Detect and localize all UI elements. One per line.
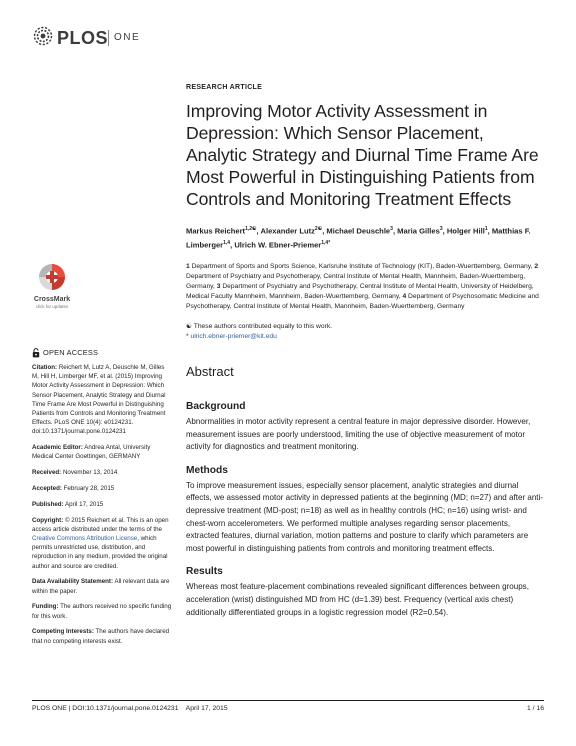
- received-block: [32, 468, 172, 477]
- crossmark-label: CrossMark: [33, 296, 71, 303]
- received-date: November 13, 2014: [62, 469, 118, 477]
- footer-citation: PLOS ONE | DOI:10.1371/journal.pone.0124231 April 17, 2015: [32, 705, 228, 712]
- background-text: Abnormalities in motor activity represent a central feature in major depressive disorder. However, measurement issues are poorly understood, limiting the use of objective measurement of motor activity for diagnostics and treatment monitoring.: [186, 417, 531, 452]
- editor-text: Andrea Antal, University Medical Center Goettingen, GERMANY: [32, 444, 151, 461]
- journal-word: PLOS: [57, 28, 109, 48]
- methods-heading: Methods: [186, 464, 228, 476]
- author-name: Markus Reichert: [186, 227, 246, 236]
- open-access-row: [32, 348, 172, 358]
- funding-block: [32, 602, 172, 620]
- data-availability-text: All relevant data are within the paper.: [32, 578, 170, 595]
- data-availability-block: [32, 577, 172, 595]
- journal-sub: ONE: [114, 32, 141, 43]
- article-main: [186, 84, 544, 619]
- open-access-lock-icon: [32, 348, 40, 358]
- background-heading: Background: [186, 401, 246, 412]
- affiliation-number: 3: [216, 282, 221, 290]
- author-name: Maria Gilles: [397, 227, 440, 236]
- accepted-block: [32, 484, 172, 493]
- copyright-label: Copyright:: [32, 516, 64, 524]
- affiliation-number: 1: [186, 262, 190, 270]
- author-list: Markus Reichert$^{1,2☯}$, Alexander Lutz$^{2☯}$, Michael Deuschle$^3$, Maria Gilles$^3$, Holger Hill$^1$, Matthias F. Limberger$^{1,4}$, Ulrich W. Ebner-Priemer$^{1,4*}$: [186, 226, 531, 250]
- corresponding-mark: *: [186, 332, 189, 340]
- author-affiliation-sup: 3: [439, 226, 443, 233]
- published-block: [32, 500, 172, 509]
- copyright-text-1: © 2015 Reichert et al. This is an open access article distributed under the terms of the: [32, 516, 169, 533]
- methods-text: To improve measurement issues, especially sensor placement, analytic strategies and diurnal effects, we assessed motor activity in depressed patients at the beginning (MD; n=27) and after anti-depressive treatment (MD-post; n=18) as well as in healthy controls (HC; n=16) using wrist- and chest-worn accelerometers. We performed multiple analyses regarding sensor placements, extracted features, diurnal variation, motion patterns and posture to clarify which parameters are most powerful in distinguishing patients from controls and monitoring treatment effects.: [186, 480, 544, 553]
- author-name: Holger Hill: [446, 227, 485, 236]
- footer-rule: [32, 700, 544, 701]
- accepted-label: Accepted:: [32, 485, 62, 493]
- affiliation-text: Department of Psychosomatic Medicine and Psychotherapy, Central Institute of Mental Health, Mannheim, Baden-Wuerttemberg, Germany: [186, 293, 539, 311]
- abstract-heading: Abstract: [186, 364, 234, 379]
- author-name: Michael Deuschle: [326, 227, 391, 236]
- plos-logo-icon: [33, 26, 53, 46]
- crossmark-badge[interactable]: [30, 262, 74, 320]
- affiliation-text: Department of Psychiatry and Psychotherapy, Central Institute of Mental Health, Mannheim, Baden-Wuerttemberg, Germany,: [186, 272, 526, 290]
- funding-label: Funding:: [32, 603, 59, 611]
- received-label: Received:: [32, 469, 62, 477]
- accepted-date: February 28, 2015: [63, 485, 115, 493]
- competing-interests-block: [32, 627, 172, 645]
- affiliations: [186, 262, 544, 312]
- citation-block: [32, 363, 172, 437]
- crossmark-sublabel: click for updates: [35, 304, 69, 309]
- corresponding-author-row: [186, 332, 544, 341]
- article-metadata-sidebar: [32, 348, 172, 652]
- affiliation-text: Department of Psychiatry and Psychotherapy, Central Institute of Mental Health, University of Heidelberg, Medical Faculty Mannheim, Mannheim, Baden-Wuerttemberg, Germany,: [186, 282, 534, 300]
- editor-label: Academic Editor:: [32, 444, 83, 452]
- crossmark-icon: [30, 262, 74, 296]
- author-name: Ulrich W. Ebner-Priemer: [234, 240, 322, 250]
- published-date: April 17, 2015: [65, 500, 104, 508]
- results-text: Whereas most feature-placement combinations revealed significant differences between groups, acceleration (wrist) distinguished MD from HC (d=1.39) best. Frequency (vertical axis chest) additionally differentiated groups in a logistic regression model (R2=0.54).: [186, 582, 529, 617]
- funding-text: The authors received no specific funding for this work.: [32, 603, 172, 620]
- open-access-label: OPEN ACCESS: [43, 348, 99, 358]
- citation-label: Citation:: [32, 364, 58, 371]
- logo-divider: [108, 30, 109, 46]
- author-affiliation-sup: 1,4*: [321, 239, 331, 246]
- copyright-text-2: , which permits unrestricted use, distribution, and reproduction in any medium, provided the original author and source are credited.: [32, 535, 168, 570]
- author-name: Matthias F. Limberger: [186, 227, 531, 250]
- author-name: Alexander Lutz: [260, 227, 315, 236]
- page-number: 1 / 16: [526, 705, 544, 712]
- author-affiliation-sup: 3: [390, 226, 393, 233]
- data-availability-label: Data Availability Statement:: [32, 578, 114, 586]
- author-affiliation-sup: 1,4: [223, 239, 231, 246]
- corresponding-email-link[interactable]: ulrich.ebner-priemer@kit.edu: [190, 332, 277, 340]
- affiliation-number: 2: [534, 262, 539, 270]
- published-label: Published:: [32, 500, 64, 508]
- author-notes: [186, 322, 544, 341]
- license-link[interactable]: Creative Commons Attribution License: [32, 535, 138, 543]
- equal-contribution-note: ☯ These authors contributed equally to this work.: [186, 323, 333, 331]
- affiliation-number: 4: [402, 293, 407, 300]
- results-heading: Results: [186, 566, 223, 578]
- copyright-block: [32, 516, 172, 571]
- affiliation-text: Department of Sports and Sports Science, Karlsruhe Institute of Technology (KIT), Baden-Wuerttemberg, Germany,: [191, 262, 533, 270]
- competing-interests-label: Competing Interests:: [32, 628, 94, 636]
- article-type: RESEARCH ARTICLE: [186, 84, 263, 91]
- author-affiliation-sup: 1: [484, 226, 488, 233]
- article-title: Improving Motor Activity Assessment in Depression: Which Sensor Placement, Analytic Strategy and Diurnal Time Frame Are Most Powerful in Distinguishing Patients from Controls and Monitoring Treatment Effects: [186, 101, 539, 210]
- competing-interests-text: The authors have declared that no competing interests exist.: [32, 628, 170, 645]
- author-affiliation-sup: 1,2☯: [245, 226, 257, 233]
- author-affiliation-sup: 2☯: [314, 226, 323, 233]
- citation-text: Reichert M, Lutz A, Deuschle M, Gilles M, Hill H, Limberger MF, et al. (2015) Improving Motor Activity Assessment in Depression: Which Sensor Placement, Analytic Strategy and Diurnal Time Frame Are Most Powerful in Distinguishing Patients from Controls and Monitoring Treatment Effects. PLoS ONE 10(4): e0124231. doi:10.1371/journal.pone.0124231: [32, 364, 166, 436]
- plos-one-logo[interactable]: [33, 26, 183, 52]
- editor-block: [32, 443, 172, 461]
